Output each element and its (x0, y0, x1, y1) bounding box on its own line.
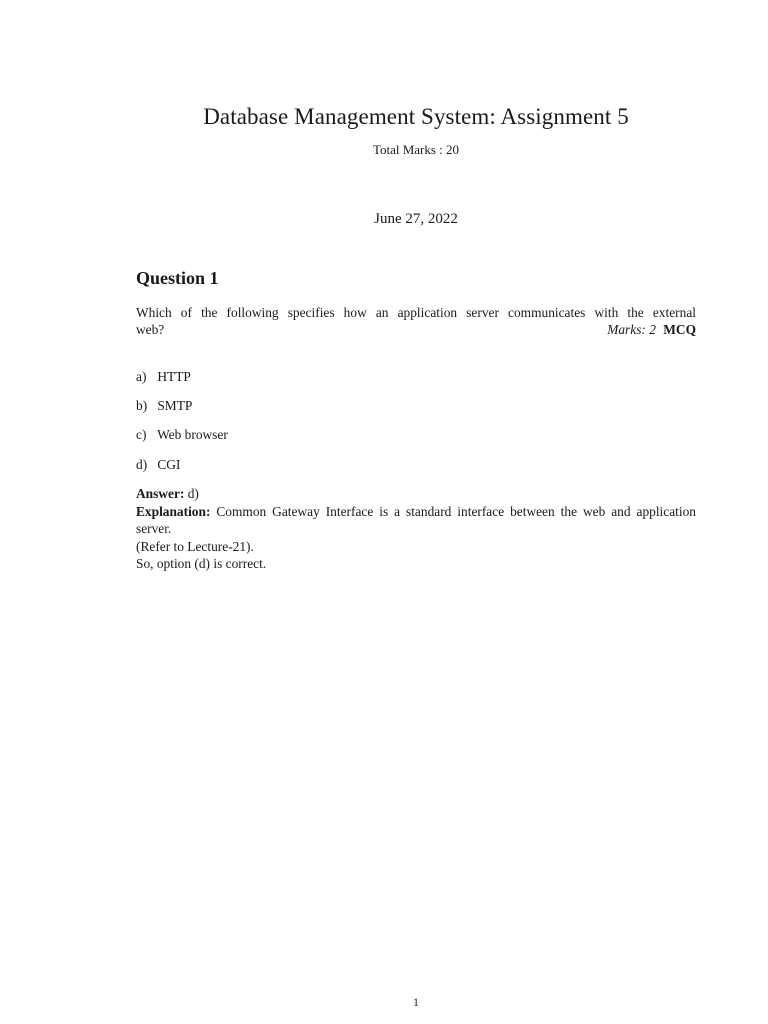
question-text-line1: Which of the following specifies how an application server communicates with the external (136, 305, 696, 320)
question-text-line2 (136, 321, 696, 338)
option-c (136, 426, 228, 443)
option-label: a) (136, 369, 147, 384)
total-marks: Total Marks : 20 (372, 142, 460, 157)
explanation-text: Common Gateway Interface is a standard interface between the web and application server. (136, 503, 696, 536)
explanation-label: Explanation: (136, 503, 211, 519)
question-text-end: web? (136, 322, 165, 337)
option-text: SMTP (157, 398, 193, 413)
marks-label: Marks: 2 (607, 322, 656, 337)
option-text: CGI (157, 457, 181, 472)
option-a (136, 368, 191, 385)
answer-block (136, 485, 696, 573)
option-label: d) (136, 457, 148, 472)
answer-label: Answer: (136, 486, 185, 501)
option-text: HTTP (157, 369, 191, 384)
question-heading: Question 1 (136, 268, 219, 288)
page-number: 1 (413, 995, 419, 1009)
document-date: June 27, 2022 (374, 211, 458, 227)
document-title: Database Management System: Assignment 5 (203, 104, 629, 129)
marks-tag (607, 321, 696, 338)
conclusion: So, option (d) is correct. (136, 556, 267, 571)
reference: (Refer to Lecture-21). (136, 538, 254, 554)
option-label: c) (136, 427, 147, 442)
option-d (136, 456, 180, 473)
answer-line (136, 485, 696, 503)
answer-value: d) (187, 486, 199, 501)
question-type: MCQ (663, 322, 696, 337)
option-text: Web browser (157, 427, 228, 442)
explanation (136, 503, 696, 538)
option-b (136, 397, 192, 414)
option-label: b) (136, 398, 148, 413)
